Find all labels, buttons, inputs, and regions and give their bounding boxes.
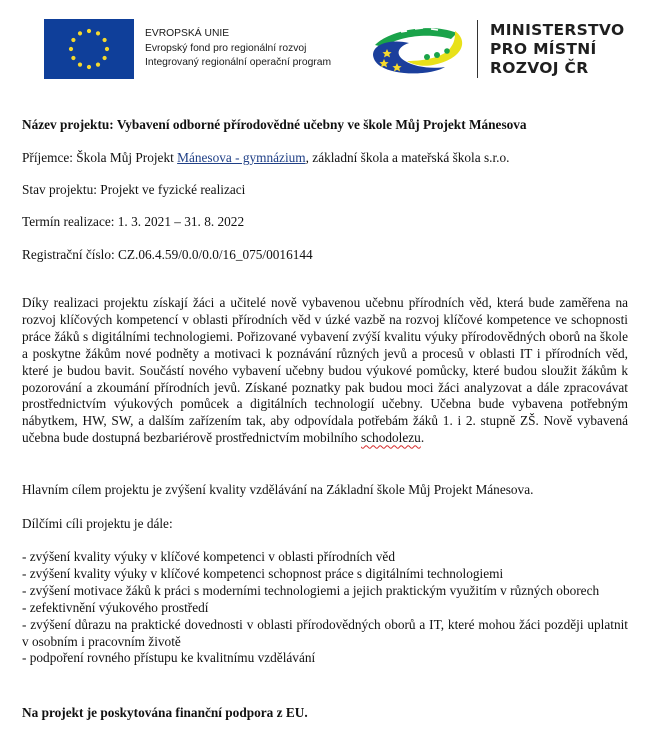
project-name-value: Vybavení odborné přírodovědné učebny ve škole Můj Projekt Mánesova (116, 117, 527, 132)
main-goal: Hlavním cílem projektu je zvýšení kvality vzdělávání na Základní škole Můj Projekt Mánesova. (22, 482, 534, 497)
project-status: Stav projektu: Projekt ve fyzické realizaci (22, 182, 246, 197)
description-text: Díky realizaci projektu získají žáci a učitelé nově vybavenou učebnu přírodních věd, která bude zaměřena na rozvoj klíčových kompetencí v oblasti přírodních věd v úzké vazbě na rozvoj klíčové kompetence ve schopnosti práce žáků s digitálními technologiemi. Pořizované vybavení zvýší kvalitu výuky přírodovědných oborů na škole a poskytne žákům nové podněty a motivaci k poznávání různých jevů a procesů v oblasti IT i přírodních věd, které je budou bavit. Součástí nového vybavení učebny budou výukové pomůcky, které budou sloužit žákům k pozorování a zkoumání přírodních jevů. Získané poznatky pak budou moci žáci analyzovat a dále zpracovávat prostřednictvím výukových pomůcek a digitálních technologií učebny. Učebna bude vybavena potřebným nábytkem, HW, SW, a dalším zařízením tak, aby odpovídala potřebám žáků 1. i 2. stupně ZŠ. Nově vybavená učebna bude dostupná bezbariérově prostřednictvím mobilního (22, 295, 628, 446)
ministry-logo (371, 20, 624, 78)
goal-item: - zvýšení kvality výuky v klíčové kompetenci schopnost práce s digitálními technologiemi (22, 565, 504, 581)
description-end: . (420, 430, 425, 446)
sub-goals-list (22, 549, 628, 667)
recipient-link[interactable]: Mánesova - gymnázium (177, 150, 306, 165)
project-name-label: Název projektu: (22, 117, 114, 132)
project-description (22, 295, 628, 447)
logo-divider (477, 20, 478, 78)
eu-fund: Evropský fond pro regionální rozvoj (145, 42, 307, 54)
eu-text-block (145, 27, 331, 71)
eu-flag-icon (44, 19, 134, 79)
project-registration: Registrační číslo: CZ.06.4.59/0.0/0.0/16_075/0016144 (22, 247, 313, 262)
ministry-text-block (490, 21, 624, 78)
ministry-emblem-icon (371, 21, 471, 77)
eu-title: EVROPSKÁ UNIE (145, 28, 230, 40)
ministry-line-3: ROZVOJ ČR (490, 58, 589, 77)
goal-item: - podpoření rovného přístupu ke kvalitnímu vzdělávání (22, 650, 316, 666)
recipient-label: Příjemce: Škola Můj Projekt (22, 150, 178, 165)
goal-item: - zefektivnění výukového prostředí (22, 599, 209, 615)
project-recipient (22, 150, 509, 166)
header-logos (0, 0, 648, 95)
eu-program: Integrovaný regionální operační program (145, 57, 332, 69)
eu-support-note: Na projekt je poskytována finanční podpora z EU. (22, 705, 308, 720)
project-name (22, 117, 527, 133)
ministry-line-1: MINISTERSTVO (490, 20, 625, 39)
misspelled-word: schodolezu (360, 430, 421, 446)
sub-goals-intro: Dílčími cíli projektu je dále: (22, 516, 173, 531)
goal-item: - zvýšení důrazu na praktické dovednosti v oblasti přírodovědných oborů a IT, které mohou žáci později uplatnit v osobním i pracovním životě (22, 616, 628, 649)
goal-item-text: - zvýšení motivace žáků k práci s moderními technologiemi a jejich praktickým využitím v různých oborech (22, 582, 600, 598)
eu-logo (44, 19, 331, 79)
goal-item: - zvýšení kvality výuky v klíčové kompetenci v oblasti přírodních věd (22, 549, 395, 564)
goal-item (22, 583, 628, 600)
project-term: Termín realizace: 1. 3. 2021 – 31. 8. 2022 (22, 214, 245, 229)
recipient-rest: , základní škola a mateřská škola s.r.o. (305, 150, 510, 165)
ministry-line-2: PRO MÍSTNÍ (490, 39, 597, 58)
